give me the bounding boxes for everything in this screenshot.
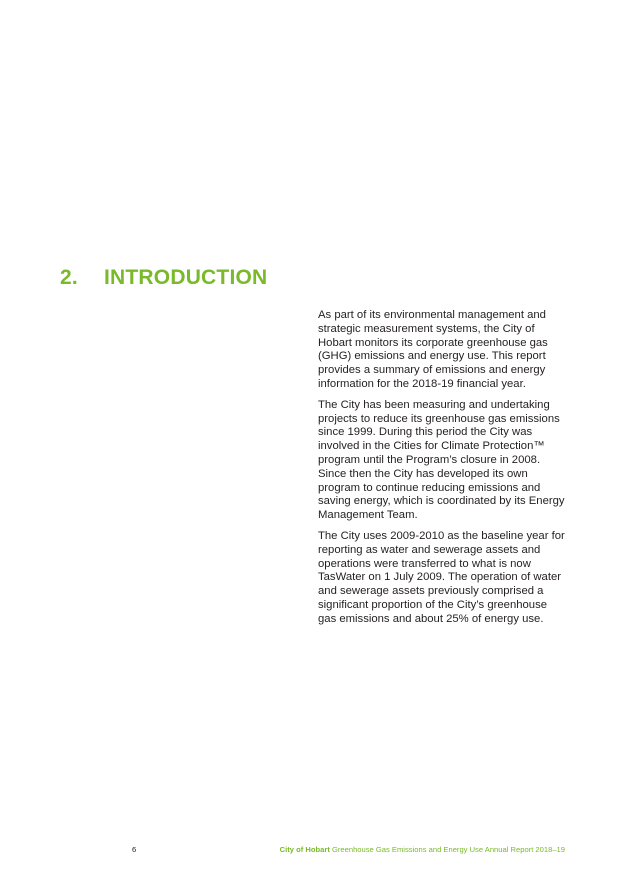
page-footer — [0, 845, 622, 859]
footer-report-title: Greenhouse Gas Emissions and Energy Use Annual Report 2018–19 — [331, 845, 565, 854]
section-heading — [60, 266, 267, 290]
paragraph: As part of its environmental management and strategic measurement systems, the City of Hobart monitors its corporate greenhouse gas (GHG) emissions and energy use. This report provides a summary of emissions and energy information for the 2018-19 financial year. — [318, 309, 548, 390]
paragraph: The City has been measuring and undertaking projects to reduce its greenhouse gas emissions since 1999. During this period the City was involved in the Cities for Climate Protection™ program until the Program’s closure in 2008. Since then the City has developed its own program to continue reducing emissions and saving energy, which is coordinated by its Energy Management Team. — [318, 398, 565, 522]
footer-org: City of Hobart — [279, 845, 330, 854]
paragraph: The City uses 2009-2010 as the baseline year for reporting as water and sewerage assets and operations were transferred to what is now TasWater on 1 July 2009. The operation of water and sewerage assets previously comprised a significant proportion of the City’s greenhouse gas emissions and about 25% of energy use. — [318, 529, 565, 625]
page-number: 6 — [132, 845, 137, 854]
section-number: 2. — [60, 266, 78, 289]
introduction-body — [318, 309, 566, 634]
section-title: INTRODUCTION — [104, 266, 268, 289]
footer-title — [280, 845, 565, 854]
